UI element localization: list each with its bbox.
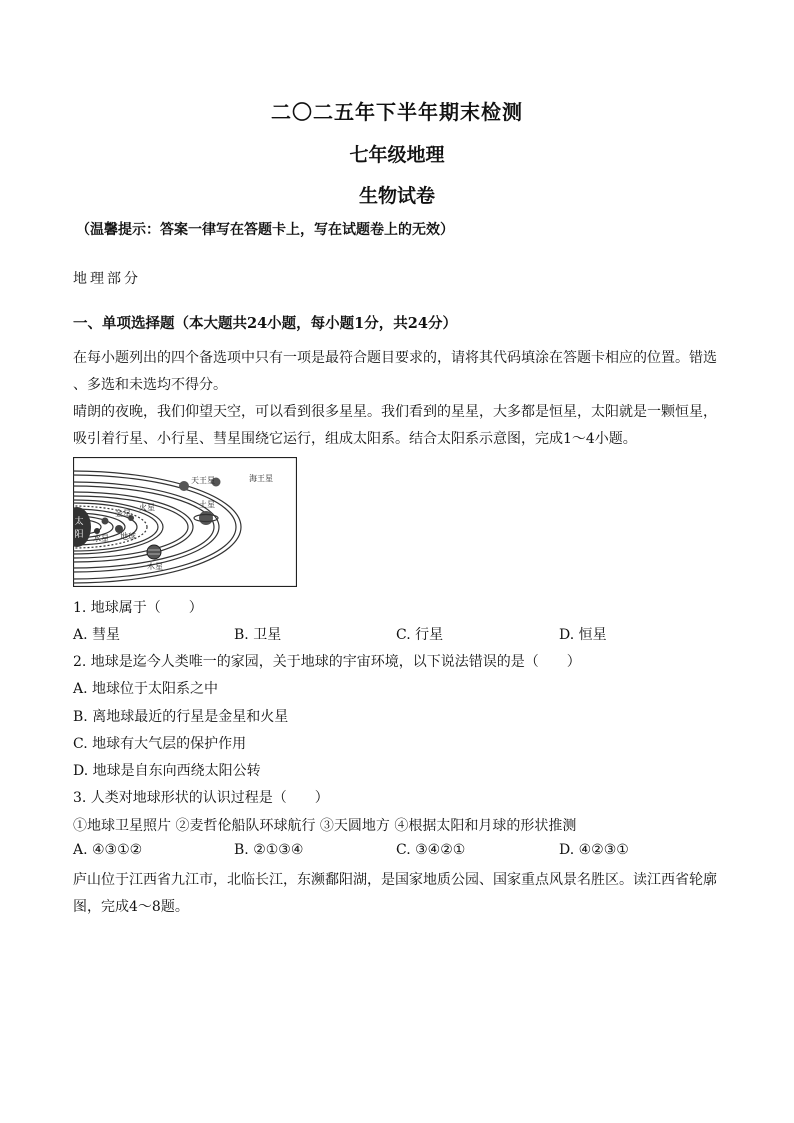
section-heading: 一、单项选择题（本大题共24小题，每小题1分，共24分）: [73, 315, 457, 332]
part-label: 地理部分: [73, 271, 141, 287]
mars-label: 火星: [139, 503, 155, 512]
question-1-stem: 1. 地球属于（ ）: [73, 600, 203, 616]
sun-label-2: 阳: [74, 530, 84, 540]
mercury-label: 水星: [93, 534, 109, 543]
saturn-label: 土星: [199, 500, 215, 509]
question-2-option-d: D. 地球是自东向西绕太阳公转: [73, 763, 261, 779]
question-3-option-b: B. ②①③④: [234, 842, 304, 858]
exam-subtitle: 生物试卷: [358, 185, 435, 207]
question-3-detail: ①地球卫星照片 ②麦哲伦船队环球航行 ③天圆地方 ④根据太阳和月球的形状推测: [73, 818, 577, 834]
neptune-label: 海王星: [249, 474, 273, 483]
question-1-option-c: C. 行星: [396, 627, 444, 643]
question-1-option-d: D. 恒星: [559, 627, 607, 643]
question-2-option-c: C. 地球有大气层的保护作用: [73, 736, 247, 752]
question-1-option-a: A. 彗星: [73, 627, 121, 643]
instruction-line-1: 在每小题列出的四个备选项中只有一项是最符合题目要求的，请将其代码填涂在答题卡相应的位置。错选: [73, 350, 717, 366]
passage1-line-1: 晴朗的夜晚，我们仰望天空，可以看到很多星星。我们看到的星星，大多都是恒星，太阳就是一颗恒星，: [73, 404, 717, 420]
exam-subject: 七年级地理: [349, 144, 445, 166]
solar-system-diagram: [73, 457, 297, 587]
saturn-icon: [199, 511, 213, 525]
question-1-option-b: B. 卫星: [234, 627, 282, 643]
jupiter-icon: [147, 545, 161, 559]
venus-label: 金星: [115, 509, 131, 518]
passage1-line-2: 吸引着行星、小行星、彗星围绕它运行，组成太阳系。结合太阳系示意图，完成1～4小题。: [73, 431, 637, 447]
passage2-line-2: 图，完成4～8题。: [73, 899, 189, 915]
question-2-option-a: A. 地球位于太阳系之中: [73, 681, 219, 697]
sun-label-1: 太: [74, 517, 84, 527]
question-3-option-c: C. ③④②①: [396, 842, 466, 858]
question-2-stem: 2. 地球是迄今人类唯一的家园，关于地球的宇宙环境，以下说法错误的是（ ）: [73, 654, 581, 670]
earth-label: 地球: [120, 532, 136, 541]
uranus-icon: [179, 481, 189, 491]
venus-icon: [102, 518, 109, 525]
question-3-option-d: D. ④②③①: [559, 842, 629, 858]
uranus-label: 天王星: [191, 476, 215, 485]
question-3-stem: 3. 人类对地球形状的认识过程是（ ）: [73, 790, 329, 806]
passage2-line-1: 庐山位于江西省九江市，北临长江，东濒鄱阳湖，是国家地质公园、国家重点风景名胜区。读江西省轮廓: [73, 872, 717, 888]
jupiter-label: 木星: [147, 562, 163, 571]
exam-tip: （温馨提示：答案一律写在答题卡上，写在试题卷上的无效）: [76, 222, 454, 238]
instruction-line-2: 、多选和未选均不得分。: [73, 377, 227, 393]
question-3-option-a: A. ④③①②: [73, 842, 143, 858]
question-2-option-b: B. 离地球最近的行星是金星和火星: [73, 709, 289, 725]
exam-title: 二〇二五年下半年期末检测: [271, 100, 523, 124]
